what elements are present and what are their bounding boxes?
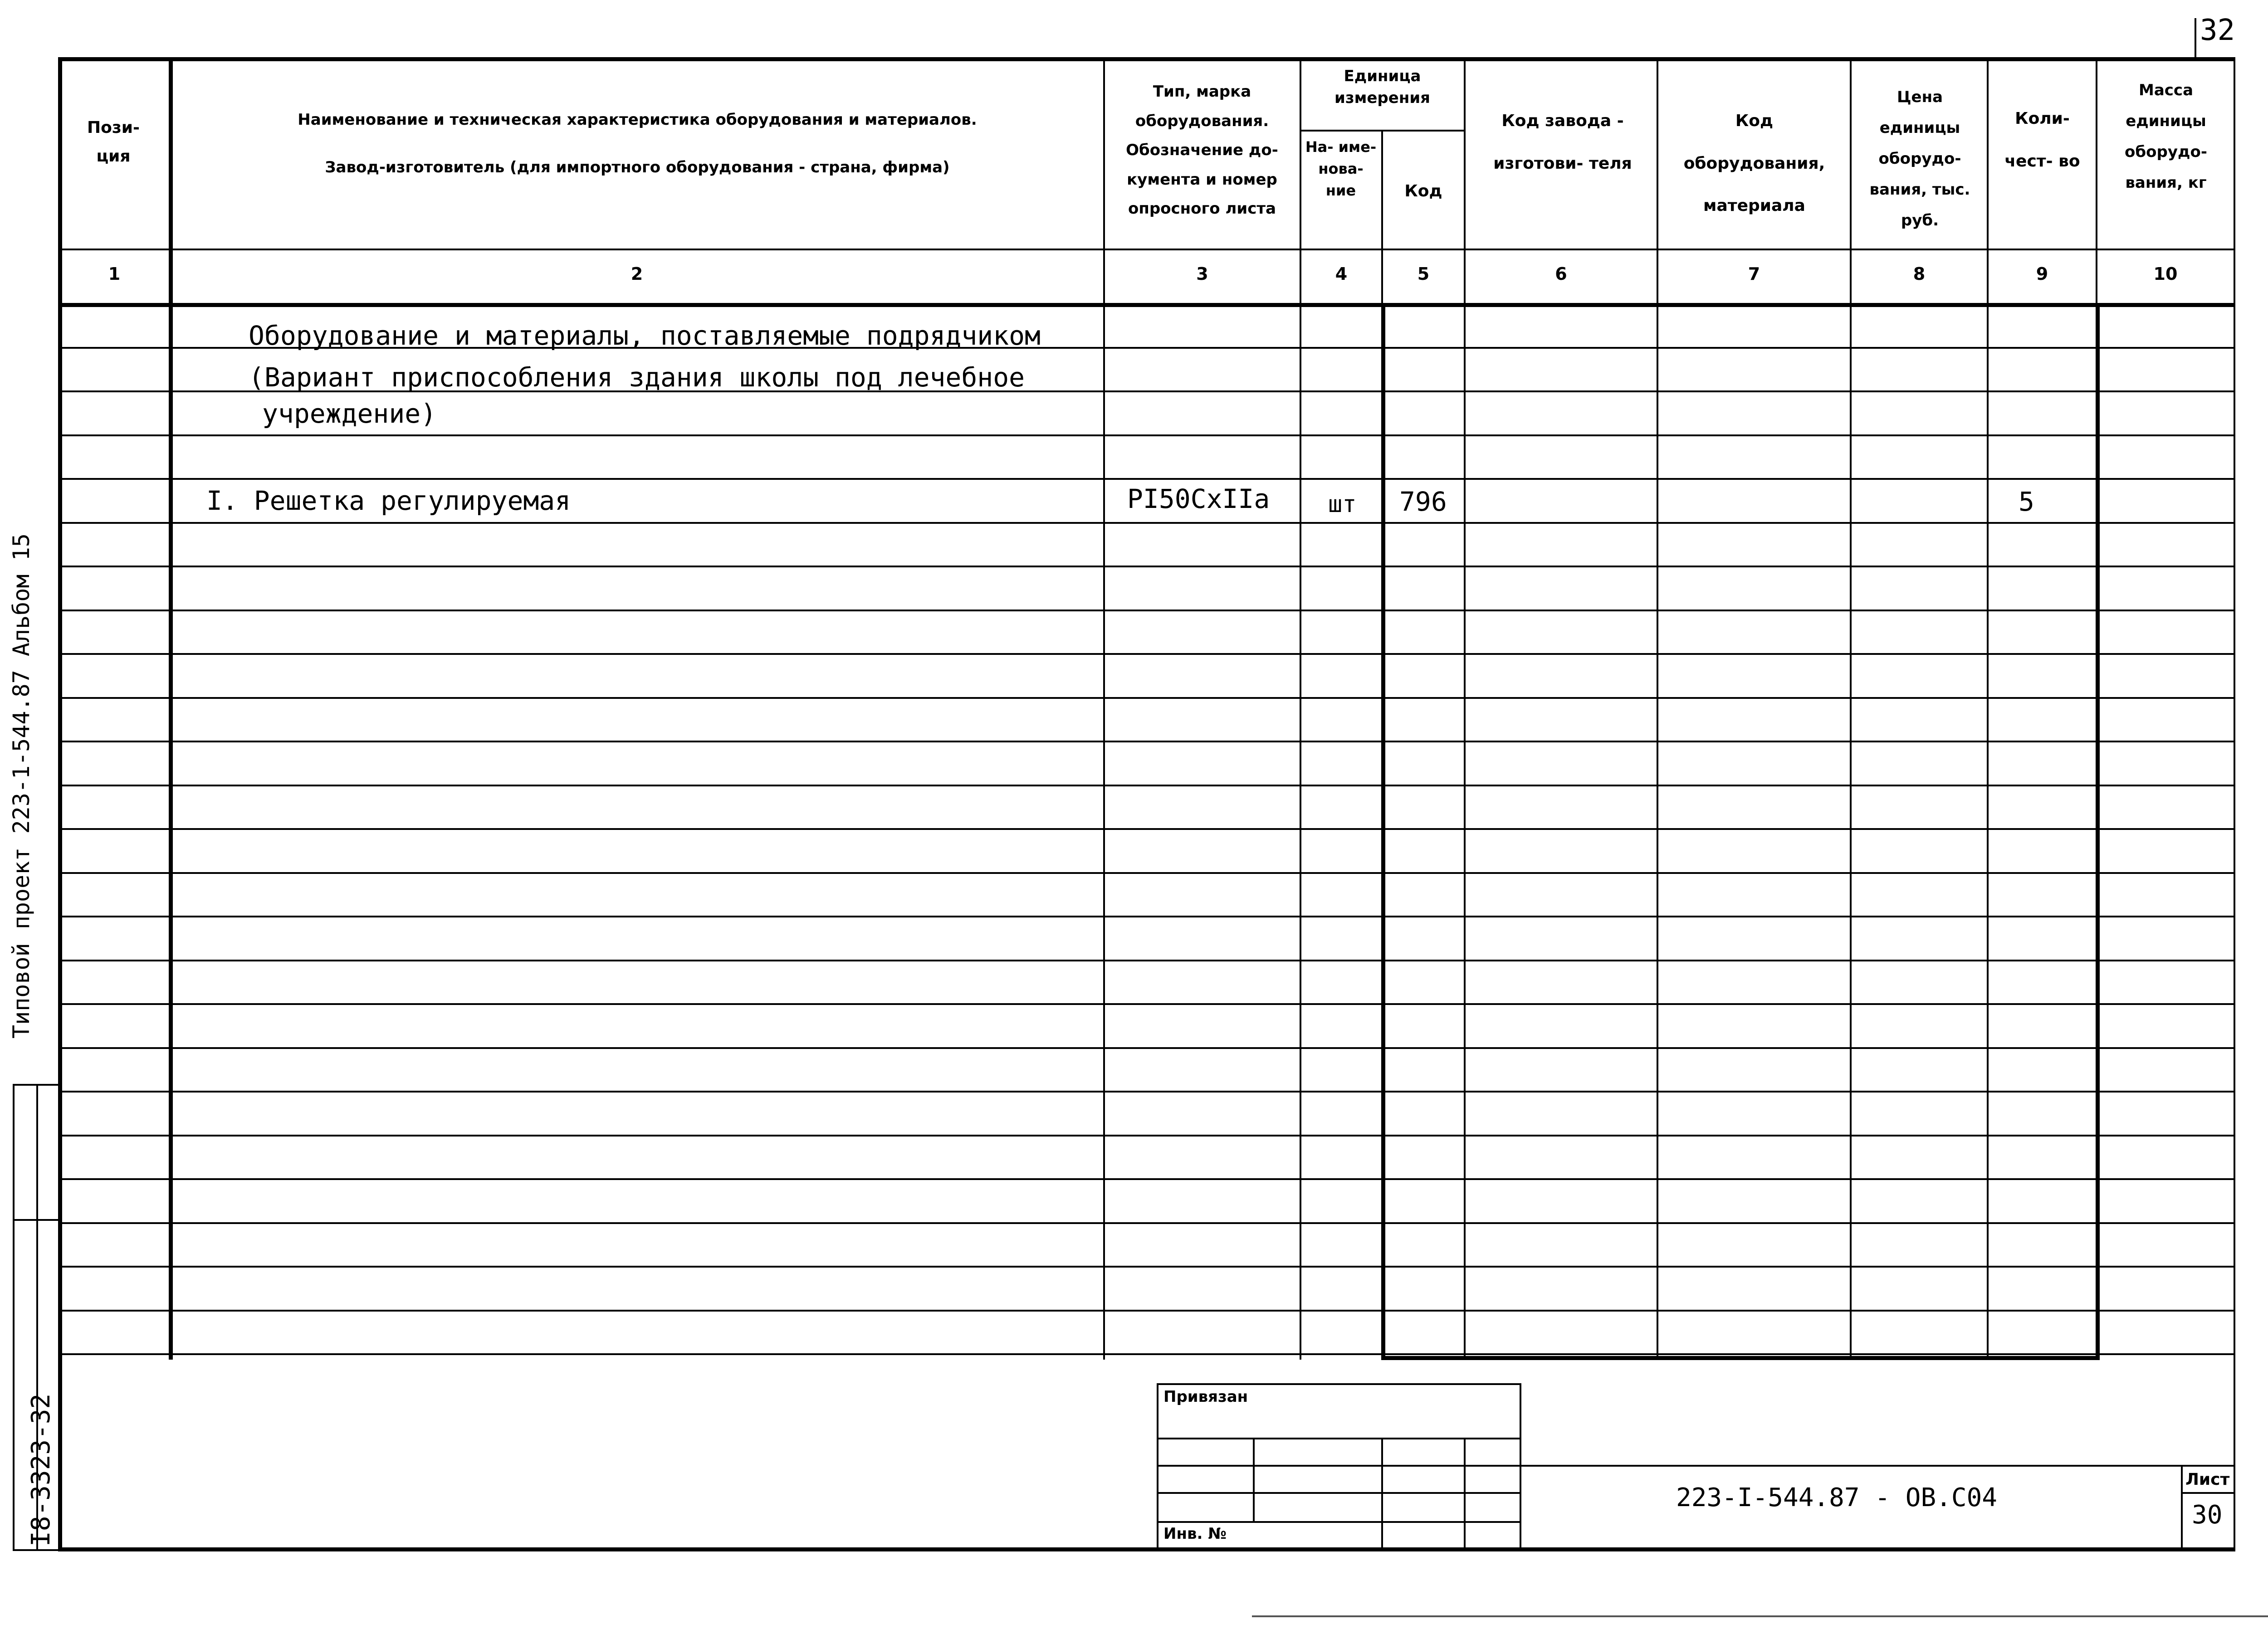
sheet-label: Лист [2185,1470,2230,1489]
row-line [58,785,2235,786]
header-material-code: Код оборудования, материала [1683,112,1825,215]
colnum-1: 1 [108,264,121,284]
page-number: 32 [2200,14,2235,47]
page-number-divider [2195,18,2196,59]
header-quantity: Коли- чест- во [2004,109,2080,171]
colnum-3: 3 [1196,264,1208,284]
header-type: Тип, марка оборудования. Обозначение до- кумента и номер опросного листа [1126,83,1278,218]
colnum-9: 9 [2036,264,2048,284]
row-line [58,566,2235,567]
row-line [58,1178,2235,1180]
header-unit-code: Код [1404,182,1442,200]
colnum-5: 5 [1417,264,1430,284]
header-unit-group: Единица измерения [1334,67,1430,107]
row-line [58,697,2235,699]
inv-label: Инв. № [1163,1525,1227,1543]
row-line [58,872,2235,874]
row-line [58,653,2235,655]
row-line [58,610,2235,611]
item-name: I. Решетка регулируемая [206,485,571,516]
row-line [58,1047,2235,1049]
row-line [58,434,2235,436]
row-line [58,960,2235,961]
row-line [58,522,2235,524]
inventory-number: I8-3323-32 [26,1393,56,1546]
item-type: PI50CxIIa [1127,483,1270,514]
row-line [58,1310,2235,1312]
row-line [58,828,2235,830]
bottom-border [58,1547,2235,1551]
row-line [58,478,2235,480]
item-unit-code: 796 [1399,486,1447,517]
section-title-line2: (Вариант приспособления здания школы под лечебное [249,362,1025,393]
row-line [58,1353,2235,1355]
row-line [58,1091,2235,1093]
project-side-title: Типовой проект 223-1-544.87 Альбом 15 [8,533,34,1039]
row-line [58,1266,2235,1268]
header-position: Пози- ция [87,118,140,166]
row-line [58,1003,2235,1005]
section-title-line3: учреждение) [262,398,437,429]
header-name-line2: Завод-изготовитель (для импортного оборудования - страна, фирма) [325,158,950,176]
header-name-line1: Наименование и техническая характеристика оборудования и материалов. [298,111,977,129]
sheet-number: 30 [2192,1500,2223,1530]
header-price: Цена единицы оборудо- вания, тыс. руб. [1869,88,1970,229]
row-line [58,916,2235,917]
colnum-7: 7 [1748,264,1760,284]
colnum-8: 8 [1913,264,1926,284]
section-title-line1: Оборудование и материалы, поставляемые подрядчиком [249,320,1041,351]
header-factory-code: Код завода - изготови- теля [1493,112,1632,173]
row-line [58,741,2235,742]
document-code: 223-I-544.87 - ОВ.С04 [1676,1483,1998,1512]
header-mass: Масса единицы оборудо- вания, кг [2125,81,2207,192]
item-unit-name: шт [1328,491,1357,518]
attached-label: Привязан [1163,1388,1248,1406]
colnum-10: 10 [2153,264,2178,284]
item-quantity: 5 [2019,486,2034,517]
row-line [58,1222,2235,1224]
colnum-6: 6 [1555,264,1567,284]
colnum-2: 2 [631,264,643,284]
row-line [58,1135,2235,1136]
colnum-4: 4 [1335,264,1348,284]
header-unit-name: На- име- нова- ние [1305,138,1377,199]
